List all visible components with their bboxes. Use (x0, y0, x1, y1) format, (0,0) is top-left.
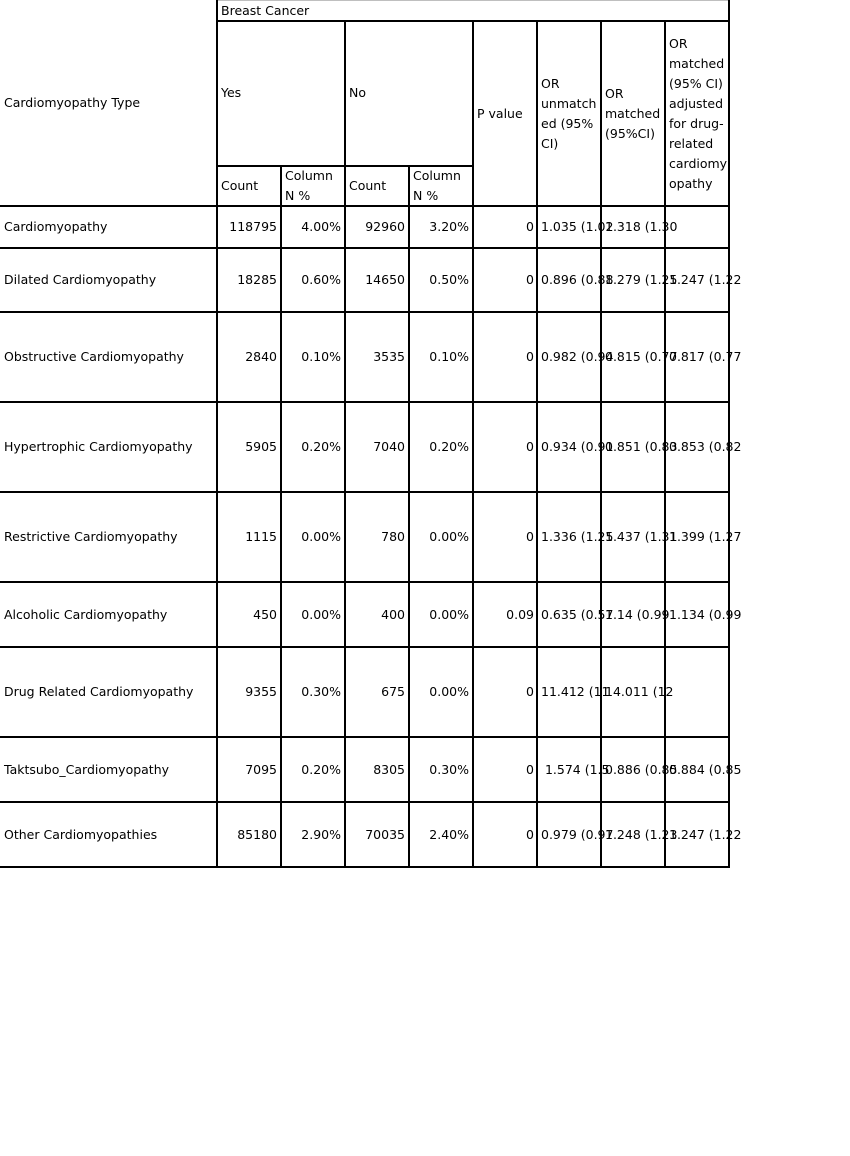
no-pct: 0.00% (429, 684, 469, 699)
p-value: 0.09 (506, 607, 534, 622)
no-pct: 0.50% (429, 272, 469, 287)
or-unmatched: 0.934 (0.91 (541, 439, 614, 454)
no-count: 3535 (373, 349, 405, 364)
or-matched: 1.318 (1.30 (605, 219, 678, 234)
yes-count: 450 (253, 607, 277, 622)
or-matched: 14.011 (12 (605, 684, 674, 699)
no-pct: 2.40% (429, 827, 469, 842)
row-type: Taktsubo_Cardiomyopathy (4, 762, 170, 777)
yes-pct: 0.20% (301, 762, 341, 777)
yes-count: 5905 (245, 439, 277, 454)
grid-line (0, 646, 729, 648)
or-matched: 0.815 (0.77 (605, 349, 678, 364)
yes-count: 18285 (237, 272, 277, 287)
yes-header: Yes (221, 85, 242, 100)
grid-line (216, 0, 218, 867)
no-pct: 3.20% (429, 219, 469, 234)
or-adjusted: 0.853 (0.82 (669, 439, 742, 454)
yes-pct: 0.30% (301, 684, 341, 699)
p-value: 0 (526, 272, 534, 287)
or-matched: 1.437 (1.31 (605, 529, 678, 544)
yes-pct: 2.90% (301, 827, 341, 842)
no-header: No (349, 85, 366, 100)
row-type: Drug Related Cardiomyopathy (4, 684, 194, 699)
or-unmatched: 0.635 (0.57 (541, 607, 614, 622)
no-count: 8305 (373, 762, 405, 777)
grid-line (0, 491, 729, 493)
no-count: 7040 (373, 439, 405, 454)
yes-pct: 0.20% (301, 439, 341, 454)
no-count: 70035 (365, 827, 405, 842)
yes-count-header: Count (221, 178, 259, 193)
grid-line (472, 20, 474, 867)
group-header: Breast Cancer (221, 3, 310, 18)
or-unmatched: 1.574 (1.5 (541, 762, 610, 777)
yes-pct: 0.00% (301, 529, 341, 544)
row-type: Hypertrophic Cardiomyopathy (4, 439, 193, 454)
or-matched: 0.886 (0.85 (605, 762, 678, 777)
no-pct: 0.10% (429, 349, 469, 364)
or-adjusted: 1.134 (0.99 (669, 607, 742, 622)
yes-pct: 4.00% (301, 219, 341, 234)
or-unmatched: 1.336 (1.25 (541, 529, 614, 544)
p-value-header: P value (477, 106, 523, 121)
or-adjusted: 1.247 (1.22 (669, 272, 742, 287)
yes-count: 85180 (237, 827, 277, 842)
or-adjusted: 0.817 (0.77 (669, 349, 742, 364)
grid-line (0, 311, 729, 313)
or-matched: 1.248 (1.23 (605, 827, 678, 842)
no-pct: 0.00% (429, 529, 469, 544)
row-type: Cardiomyopathy (4, 219, 108, 234)
yes-count: 7095 (245, 762, 277, 777)
no-count: 92960 (365, 219, 405, 234)
grid-line (0, 866, 730, 868)
grid-line (600, 20, 602, 867)
or-adjusted: 1.399 (1.27 (669, 529, 742, 544)
no-count: 780 (381, 529, 405, 544)
no-count: 675 (381, 684, 405, 699)
grid-line (664, 20, 666, 867)
grid-line (280, 165, 282, 867)
grid-line (728, 0, 730, 867)
or-matched: 0.851 (0.83 (605, 439, 678, 454)
p-value: 0 (526, 827, 534, 842)
grid-line (0, 247, 729, 249)
or-unmatched: 1.035 (1.02 (541, 219, 614, 234)
yes-pct: 0.00% (301, 607, 341, 622)
grid-line (218, 0, 729, 1)
no-count: 400 (381, 607, 405, 622)
row-type: Obstructive Cardiomyopathy (4, 349, 184, 364)
grid-line (0, 736, 729, 738)
p-value: 0 (526, 684, 534, 699)
or-unmatched: 11.412 (11 (541, 684, 610, 699)
p-value: 0 (526, 349, 534, 364)
yes-count: 1115 (245, 529, 277, 544)
no-pct: 0.30% (429, 762, 469, 777)
or-matched-header: OR matched (95%CI) (605, 86, 661, 141)
or-adjusted: 0.884 (0.85 (669, 762, 742, 777)
grid-line (0, 581, 729, 583)
no-count-header: Count (349, 178, 387, 193)
or-matched: 1.14 (0.99 (605, 607, 670, 622)
row-type: Dilated Cardiomyopathy (4, 272, 157, 287)
row-type: Restrictive Cardiomyopathy (4, 529, 178, 544)
grid-line (536, 20, 538, 867)
yes-count: 9355 (245, 684, 277, 699)
yes-coln-header: Column N % (285, 168, 333, 203)
type-header: Cardiomyopathy Type (4, 95, 141, 110)
or-unmatched: 0.979 (0.97 (541, 827, 614, 842)
grid-line (0, 205, 729, 207)
no-coln-header: Column N % (413, 168, 461, 203)
yes-count: 118795 (229, 219, 277, 234)
p-value: 0 (526, 219, 534, 234)
yes-count: 2840 (245, 349, 277, 364)
or-matched: 1.279 (1.25 (605, 272, 678, 287)
or-adjusted: 1.247 (1.22 (669, 827, 742, 842)
grid-line (408, 165, 410, 867)
or-unmatched: 0.896 (0.88 (541, 272, 614, 287)
p-value: 0 (526, 439, 534, 454)
p-value: 0 (526, 762, 534, 777)
row-type: Alcoholic Cardiomyopathy (4, 607, 168, 622)
row-type: Other Cardiomyopathies (4, 827, 158, 842)
grid-line (0, 401, 729, 403)
grid-line (0, 801, 729, 803)
or-unmatched: 0.982 (0.94 (541, 349, 614, 364)
or-adjusted-header: OR matched (95% CI) adjusted for drug- related cardiomy opathy (669, 36, 728, 191)
no-pct: 0.20% (429, 439, 469, 454)
or-unmatched-header: OR unmatch ed (95% CI) (541, 76, 597, 151)
grid-line (344, 20, 346, 867)
p-value: 0 (526, 529, 534, 544)
yes-pct: 0.60% (301, 272, 341, 287)
no-count: 14650 (365, 272, 405, 287)
yes-pct: 0.10% (301, 349, 341, 364)
no-pct: 0.00% (429, 607, 469, 622)
